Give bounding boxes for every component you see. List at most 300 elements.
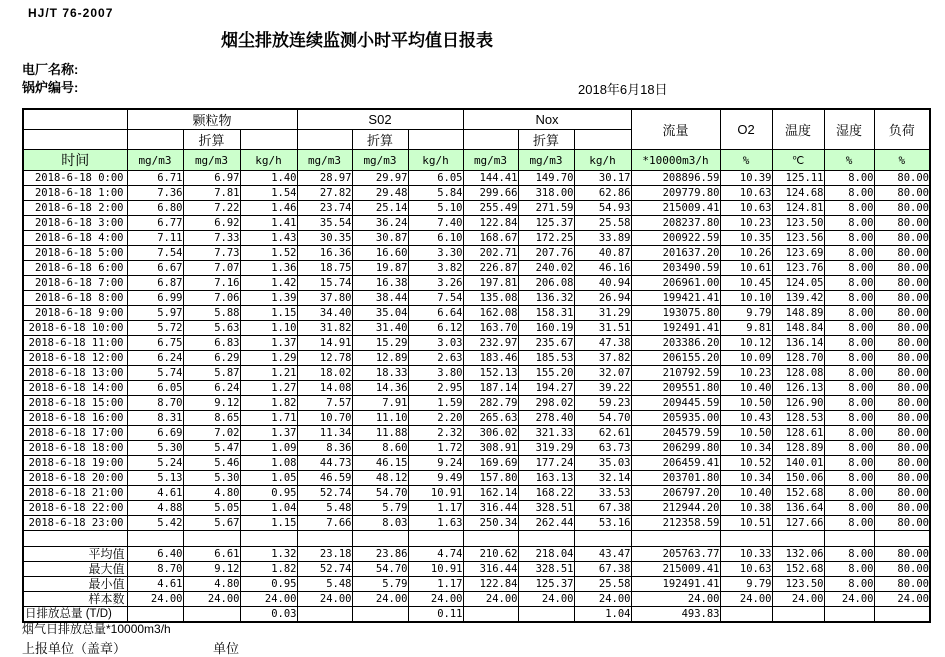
value-cell: 8.00 <box>824 547 874 562</box>
value-cell: 31.51 <box>574 321 631 336</box>
row-time: 2018-6-18 3:00 <box>23 216 127 231</box>
value-cell: 7.22 <box>183 201 240 216</box>
value-cell: 40.94 <box>574 276 631 291</box>
value-cell: 80.00 <box>874 246 930 261</box>
value-cell: 1.09 <box>240 441 297 456</box>
data-row <box>23 246 930 261</box>
value-cell: 40.87 <box>574 246 631 261</box>
blank-cell <box>463 130 518 150</box>
value-cell: 209551.80 <box>631 381 720 396</box>
value-cell <box>463 607 518 623</box>
value-cell: 212358.59 <box>631 516 720 531</box>
data-row <box>23 231 930 246</box>
reporting-unit-label: 上报单位（盖章） <box>22 641 127 656</box>
value-cell: 3.03 <box>408 336 463 351</box>
value-cell: 38.44 <box>352 291 408 306</box>
value-cell: 6.05 <box>408 171 463 186</box>
header-row-units <box>23 150 930 171</box>
value-cell: 8.00 <box>824 471 874 486</box>
value-cell: 6.80 <box>127 201 183 216</box>
value-cell: 10.43 <box>720 411 772 426</box>
value-cell: 128.89 <box>772 441 824 456</box>
value-cell <box>408 531 463 547</box>
value-cell: 122.84 <box>463 216 518 231</box>
value-cell: 10.38 <box>720 501 772 516</box>
value-cell: 7.36 <box>127 186 183 201</box>
unit-cell: kg/h <box>408 150 463 171</box>
value-cell: 1.82 <box>240 562 297 577</box>
summary-row <box>23 547 930 562</box>
value-cell: 54.70 <box>352 562 408 577</box>
value-cell: 204579.59 <box>631 426 720 441</box>
value-cell <box>240 531 297 547</box>
value-cell: 10.50 <box>720 396 772 411</box>
value-cell: 23.74 <box>297 201 352 216</box>
value-cell: 250.34 <box>463 516 518 531</box>
value-cell: 31.82 <box>297 321 352 336</box>
value-cell: 8.03 <box>352 516 408 531</box>
value-cell: 308.91 <box>463 441 518 456</box>
time-column-header: 时间 <box>23 150 127 171</box>
value-cell: 10.70 <box>297 411 352 426</box>
value-cell: 200922.59 <box>631 231 720 246</box>
value-cell: 206459.41 <box>631 456 720 471</box>
row-time: 2018-6-18 7:00 <box>23 276 127 291</box>
data-row <box>23 456 930 471</box>
value-cell: 0.03 <box>240 607 297 623</box>
value-cell: 18.02 <box>297 366 352 381</box>
value-cell: 7.73 <box>183 246 240 261</box>
value-cell: 6.97 <box>183 171 240 186</box>
value-cell: 6.92 <box>183 216 240 231</box>
value-cell: 206.08 <box>518 276 574 291</box>
value-cell: 80.00 <box>874 441 930 456</box>
daily-report-table <box>22 108 931 623</box>
row-time: 2018-6-18 5:00 <box>23 246 127 261</box>
value-cell: 0.95 <box>240 486 297 501</box>
value-cell: 124.05 <box>772 276 824 291</box>
value-cell <box>297 531 352 547</box>
value-cell: 132.06 <box>772 547 824 562</box>
value-cell: 203701.80 <box>631 471 720 486</box>
value-cell: 48.12 <box>352 471 408 486</box>
value-cell: 4.80 <box>183 486 240 501</box>
value-cell: 205763.77 <box>631 547 720 562</box>
value-cell: 128.70 <box>772 351 824 366</box>
row-time: 2018-6-18 22:00 <box>23 501 127 516</box>
converted-label-so2: 折算 <box>352 130 408 150</box>
value-cell: 43.47 <box>574 547 631 562</box>
value-cell: 148.89 <box>772 306 824 321</box>
value-cell: 8.00 <box>824 366 874 381</box>
value-cell: 18.33 <box>352 366 408 381</box>
value-cell: 306.02 <box>463 426 518 441</box>
flue-gas-total-note: 烟气日排放总量*10000m3/h <box>22 622 171 636</box>
value-cell: 135.08 <box>463 291 518 306</box>
value-cell <box>297 607 352 623</box>
data-row <box>23 291 930 306</box>
value-cell: 80.00 <box>874 351 930 366</box>
value-cell: 24.00 <box>240 592 297 607</box>
value-cell: 124.68 <box>772 186 824 201</box>
value-cell: 11.10 <box>352 411 408 426</box>
value-cell: 6.24 <box>183 381 240 396</box>
value-cell: 8.00 <box>824 306 874 321</box>
value-cell: 29.48 <box>352 186 408 201</box>
value-cell: 18.75 <box>297 261 352 276</box>
value-cell: 8.70 <box>127 562 183 577</box>
value-cell: 123.50 <box>772 216 824 231</box>
value-cell: 10.63 <box>720 562 772 577</box>
value-cell: 80.00 <box>874 186 930 201</box>
value-cell: 183.46 <box>463 351 518 366</box>
value-cell: 328.51 <box>518 501 574 516</box>
value-cell: 282.79 <box>463 396 518 411</box>
value-cell: 24.00 <box>463 592 518 607</box>
value-cell: 7.66 <box>297 516 352 531</box>
value-cell: 321.33 <box>518 426 574 441</box>
value-cell: 16.36 <box>297 246 352 261</box>
unit-cell: mg/m3 <box>127 150 183 171</box>
standard-number: HJ/T 76-2007 <box>28 6 114 20</box>
group-header-flow: 流量 <box>631 109 720 150</box>
value-cell <box>874 531 930 547</box>
value-cell: 201637.20 <box>631 246 720 261</box>
value-cell <box>720 607 772 623</box>
value-cell: 8.00 <box>824 501 874 516</box>
row-label: 平均值 <box>23 547 127 562</box>
value-cell: 5.97 <box>127 306 183 321</box>
value-cell: 125.37 <box>518 577 574 592</box>
value-cell: 33.89 <box>574 231 631 246</box>
value-cell: 240.02 <box>518 261 574 276</box>
value-cell: 23.86 <box>352 547 408 562</box>
value-cell <box>720 531 772 547</box>
value-cell: 127.66 <box>772 516 824 531</box>
group-header-temperature: 温度 <box>772 109 824 150</box>
value-cell <box>772 607 824 623</box>
value-cell: 35.54 <box>297 216 352 231</box>
value-cell: 148.84 <box>772 321 824 336</box>
row-label: 日排放总量 (T/D) <box>23 607 127 623</box>
value-cell: 1.08 <box>240 456 297 471</box>
value-cell <box>352 531 408 547</box>
data-row <box>23 321 930 336</box>
value-cell: 7.16 <box>183 276 240 291</box>
value-cell: 33.53 <box>574 486 631 501</box>
value-cell: 80.00 <box>874 366 930 381</box>
value-cell: 11.88 <box>352 426 408 441</box>
value-cell: 192491.41 <box>631 577 720 592</box>
value-cell: 187.14 <box>463 381 518 396</box>
value-cell: 493.83 <box>631 607 720 623</box>
value-cell: 7.33 <box>183 231 240 246</box>
value-cell: 10.33 <box>720 547 772 562</box>
row-time: 2018-6-18 15:00 <box>23 396 127 411</box>
value-cell: 4.61 <box>127 486 183 501</box>
value-cell: 8.65 <box>183 411 240 426</box>
value-cell: 10.34 <box>720 471 772 486</box>
value-cell: 5.13 <box>127 471 183 486</box>
value-cell <box>824 531 874 547</box>
value-cell: 136.32 <box>518 291 574 306</box>
value-cell: 80.00 <box>874 577 930 592</box>
value-cell: 10.40 <box>720 486 772 501</box>
value-cell: 1.32 <box>240 547 297 562</box>
blank-cell <box>297 130 352 150</box>
value-cell: 46.15 <box>352 456 408 471</box>
value-cell: 8.00 <box>824 201 874 216</box>
value-cell: 1.63 <box>408 516 463 531</box>
value-cell: 80.00 <box>874 456 930 471</box>
value-cell: 162.14 <box>463 486 518 501</box>
value-cell: 1.17 <box>408 501 463 516</box>
value-cell: 23.18 <box>297 547 352 562</box>
value-cell: 6.77 <box>127 216 183 231</box>
value-cell: 1.36 <box>240 261 297 276</box>
data-row <box>23 471 930 486</box>
row-time: 2018-6-18 18:00 <box>23 441 127 456</box>
value-cell: 8.00 <box>824 291 874 306</box>
value-cell: 24.00 <box>297 592 352 607</box>
value-cell: 1.37 <box>240 426 297 441</box>
group-header-load: 负荷 <box>874 109 930 150</box>
value-cell: 6.67 <box>127 261 183 276</box>
value-cell: 262.44 <box>518 516 574 531</box>
plant-name-label: 电厂名称: <box>22 62 79 77</box>
value-cell: 8.00 <box>824 216 874 231</box>
value-cell: 54.93 <box>574 201 631 216</box>
value-cell: 8.00 <box>824 562 874 577</box>
value-cell: 1.21 <box>240 366 297 381</box>
group-header-nox: Nox <box>463 109 631 130</box>
value-cell: 4.80 <box>183 577 240 592</box>
value-cell <box>824 607 874 623</box>
value-cell: 6.05 <box>127 381 183 396</box>
value-cell: 1.29 <box>240 351 297 366</box>
value-cell: 8.00 <box>824 411 874 426</box>
row-label: 样本数 <box>23 592 127 607</box>
value-cell <box>518 607 574 623</box>
report-date: 2018年6月18日 <box>578 82 668 97</box>
value-cell: 80.00 <box>874 411 930 426</box>
spacer-row <box>23 531 930 547</box>
unit-label: 单位 <box>213 641 240 656</box>
value-cell: 218.04 <box>518 547 574 562</box>
value-cell: 19.87 <box>352 261 408 276</box>
value-cell: 8.00 <box>824 246 874 261</box>
value-cell: 207.76 <box>518 246 574 261</box>
unit-cell: kg/h <box>574 150 631 171</box>
value-cell: 3.82 <box>408 261 463 276</box>
value-cell: 24.00 <box>574 592 631 607</box>
value-cell: 125.11 <box>772 171 824 186</box>
value-cell: 172.25 <box>518 231 574 246</box>
value-cell: 185.53 <box>518 351 574 366</box>
converted-label-nox: 折算 <box>518 130 574 150</box>
unit-cell: *10000m3/h <box>631 150 720 171</box>
value-cell: 7.57 <box>297 396 352 411</box>
value-cell: 10.34 <box>720 441 772 456</box>
value-cell: 27.82 <box>297 186 352 201</box>
value-cell: 5.79 <box>352 501 408 516</box>
value-cell: 7.02 <box>183 426 240 441</box>
value-cell: 5.79 <box>352 577 408 592</box>
value-cell: 5.84 <box>408 186 463 201</box>
value-cell: 169.69 <box>463 456 518 471</box>
value-cell: 152.68 <box>772 486 824 501</box>
data-row <box>23 396 930 411</box>
value-cell: 5.24 <box>127 456 183 471</box>
value-cell: 139.42 <box>772 291 824 306</box>
value-cell: 8.00 <box>824 426 874 441</box>
data-row <box>23 441 930 456</box>
summary-row <box>23 592 930 607</box>
value-cell: 157.80 <box>463 471 518 486</box>
value-cell: 5.74 <box>127 366 183 381</box>
value-cell: 25.14 <box>352 201 408 216</box>
row-time: 2018-6-18 1:00 <box>23 186 127 201</box>
data-row <box>23 516 930 531</box>
value-cell: 1.54 <box>240 186 297 201</box>
value-cell: 4.74 <box>408 547 463 562</box>
value-cell: 1.82 <box>240 396 297 411</box>
value-cell: 37.80 <box>297 291 352 306</box>
value-cell: 8.00 <box>824 321 874 336</box>
value-cell: 1.04 <box>240 501 297 516</box>
value-cell: 128.61 <box>772 426 824 441</box>
value-cell: 24.00 <box>631 592 720 607</box>
value-cell: 5.88 <box>183 306 240 321</box>
value-cell: 8.00 <box>824 336 874 351</box>
value-cell: 80.00 <box>874 231 930 246</box>
value-cell: 35.04 <box>352 306 408 321</box>
row-time: 2018-6-18 2:00 <box>23 201 127 216</box>
value-cell: 162.08 <box>463 306 518 321</box>
value-cell: 206797.20 <box>631 486 720 501</box>
value-cell: 328.51 <box>518 562 574 577</box>
group-header-humidity: 湿度 <box>824 109 874 150</box>
value-cell: 36.24 <box>352 216 408 231</box>
value-cell: 39.22 <box>574 381 631 396</box>
row-time: 2018-6-18 20:00 <box>23 471 127 486</box>
value-cell: 1.72 <box>408 441 463 456</box>
value-cell: 1.15 <box>240 516 297 531</box>
value-cell: 168.67 <box>463 231 518 246</box>
value-cell: 5.30 <box>127 441 183 456</box>
value-cell: 278.40 <box>518 411 574 426</box>
value-cell <box>518 531 574 547</box>
value-cell: 1.52 <box>240 246 297 261</box>
value-cell: 24.00 <box>408 592 463 607</box>
value-cell: 31.29 <box>574 306 631 321</box>
value-cell: 63.73 <box>574 441 631 456</box>
value-cell <box>183 607 240 623</box>
header-row-groups <box>23 109 930 130</box>
value-cell: 1.41 <box>240 216 297 231</box>
value-cell: 8.00 <box>824 456 874 471</box>
value-cell: 316.44 <box>463 562 518 577</box>
unit-cell: % <box>720 150 772 171</box>
value-cell: 15.74 <box>297 276 352 291</box>
value-cell: 2.95 <box>408 381 463 396</box>
row-time: 2018-6-18 9:00 <box>23 306 127 321</box>
value-cell: 3.80 <box>408 366 463 381</box>
value-cell: 255.49 <box>463 201 518 216</box>
row-time: 2018-6-18 13:00 <box>23 366 127 381</box>
value-cell: 24.00 <box>183 592 240 607</box>
value-cell: 210792.59 <box>631 366 720 381</box>
value-cell: 1.46 <box>240 201 297 216</box>
value-cell: 10.10 <box>720 291 772 306</box>
value-cell: 5.48 <box>297 501 352 516</box>
time-col-blank <box>23 109 127 130</box>
value-cell: 29.97 <box>352 171 408 186</box>
value-cell: 24.00 <box>720 592 772 607</box>
value-cell: 37.82 <box>574 351 631 366</box>
value-cell: 16.60 <box>352 246 408 261</box>
value-cell: 16.38 <box>352 276 408 291</box>
value-cell: 136.64 <box>772 501 824 516</box>
value-cell: 9.81 <box>720 321 772 336</box>
value-cell: 193075.80 <box>631 306 720 321</box>
value-cell: 2.32 <box>408 426 463 441</box>
value-cell: 0.11 <box>408 607 463 623</box>
value-cell: 80.00 <box>874 321 930 336</box>
value-cell: 226.87 <box>463 261 518 276</box>
value-cell: 44.73 <box>297 456 352 471</box>
unit-cell: ℃ <box>772 150 824 171</box>
value-cell: 8.00 <box>824 516 874 531</box>
value-cell: 46.16 <box>574 261 631 276</box>
value-cell: 26.94 <box>574 291 631 306</box>
value-cell: 123.76 <box>772 261 824 276</box>
value-cell: 3.30 <box>408 246 463 261</box>
value-cell: 52.74 <box>297 562 352 577</box>
blank-cell <box>240 130 297 150</box>
value-cell: 80.00 <box>874 276 930 291</box>
value-cell: 35.03 <box>574 456 631 471</box>
data-row <box>23 186 930 201</box>
value-cell: 32.07 <box>574 366 631 381</box>
value-cell: 9.49 <box>408 471 463 486</box>
value-cell: 11.34 <box>297 426 352 441</box>
value-cell: 8.00 <box>824 486 874 501</box>
value-cell: 1.04 <box>574 607 631 623</box>
value-cell: 5.87 <box>183 366 240 381</box>
value-cell: 5.30 <box>183 471 240 486</box>
value-cell: 8.36 <box>297 441 352 456</box>
value-cell: 10.39 <box>720 171 772 186</box>
data-row <box>23 381 930 396</box>
value-cell: 4.61 <box>127 577 183 592</box>
value-cell: 1.43 <box>240 231 297 246</box>
row-time: 2018-6-18 19:00 <box>23 456 127 471</box>
value-cell <box>183 531 240 547</box>
value-cell: 59.23 <box>574 396 631 411</box>
value-cell: 232.97 <box>463 336 518 351</box>
value-cell: 128.53 <box>772 411 824 426</box>
value-cell: 5.46 <box>183 456 240 471</box>
value-cell: 5.63 <box>183 321 240 336</box>
data-row <box>23 201 930 216</box>
value-cell: 7.06 <box>183 291 240 306</box>
value-cell: 54.70 <box>352 486 408 501</box>
value-cell: 7.81 <box>183 186 240 201</box>
value-cell: 6.29 <box>183 351 240 366</box>
data-row <box>23 261 930 276</box>
value-cell: 30.87 <box>352 231 408 246</box>
